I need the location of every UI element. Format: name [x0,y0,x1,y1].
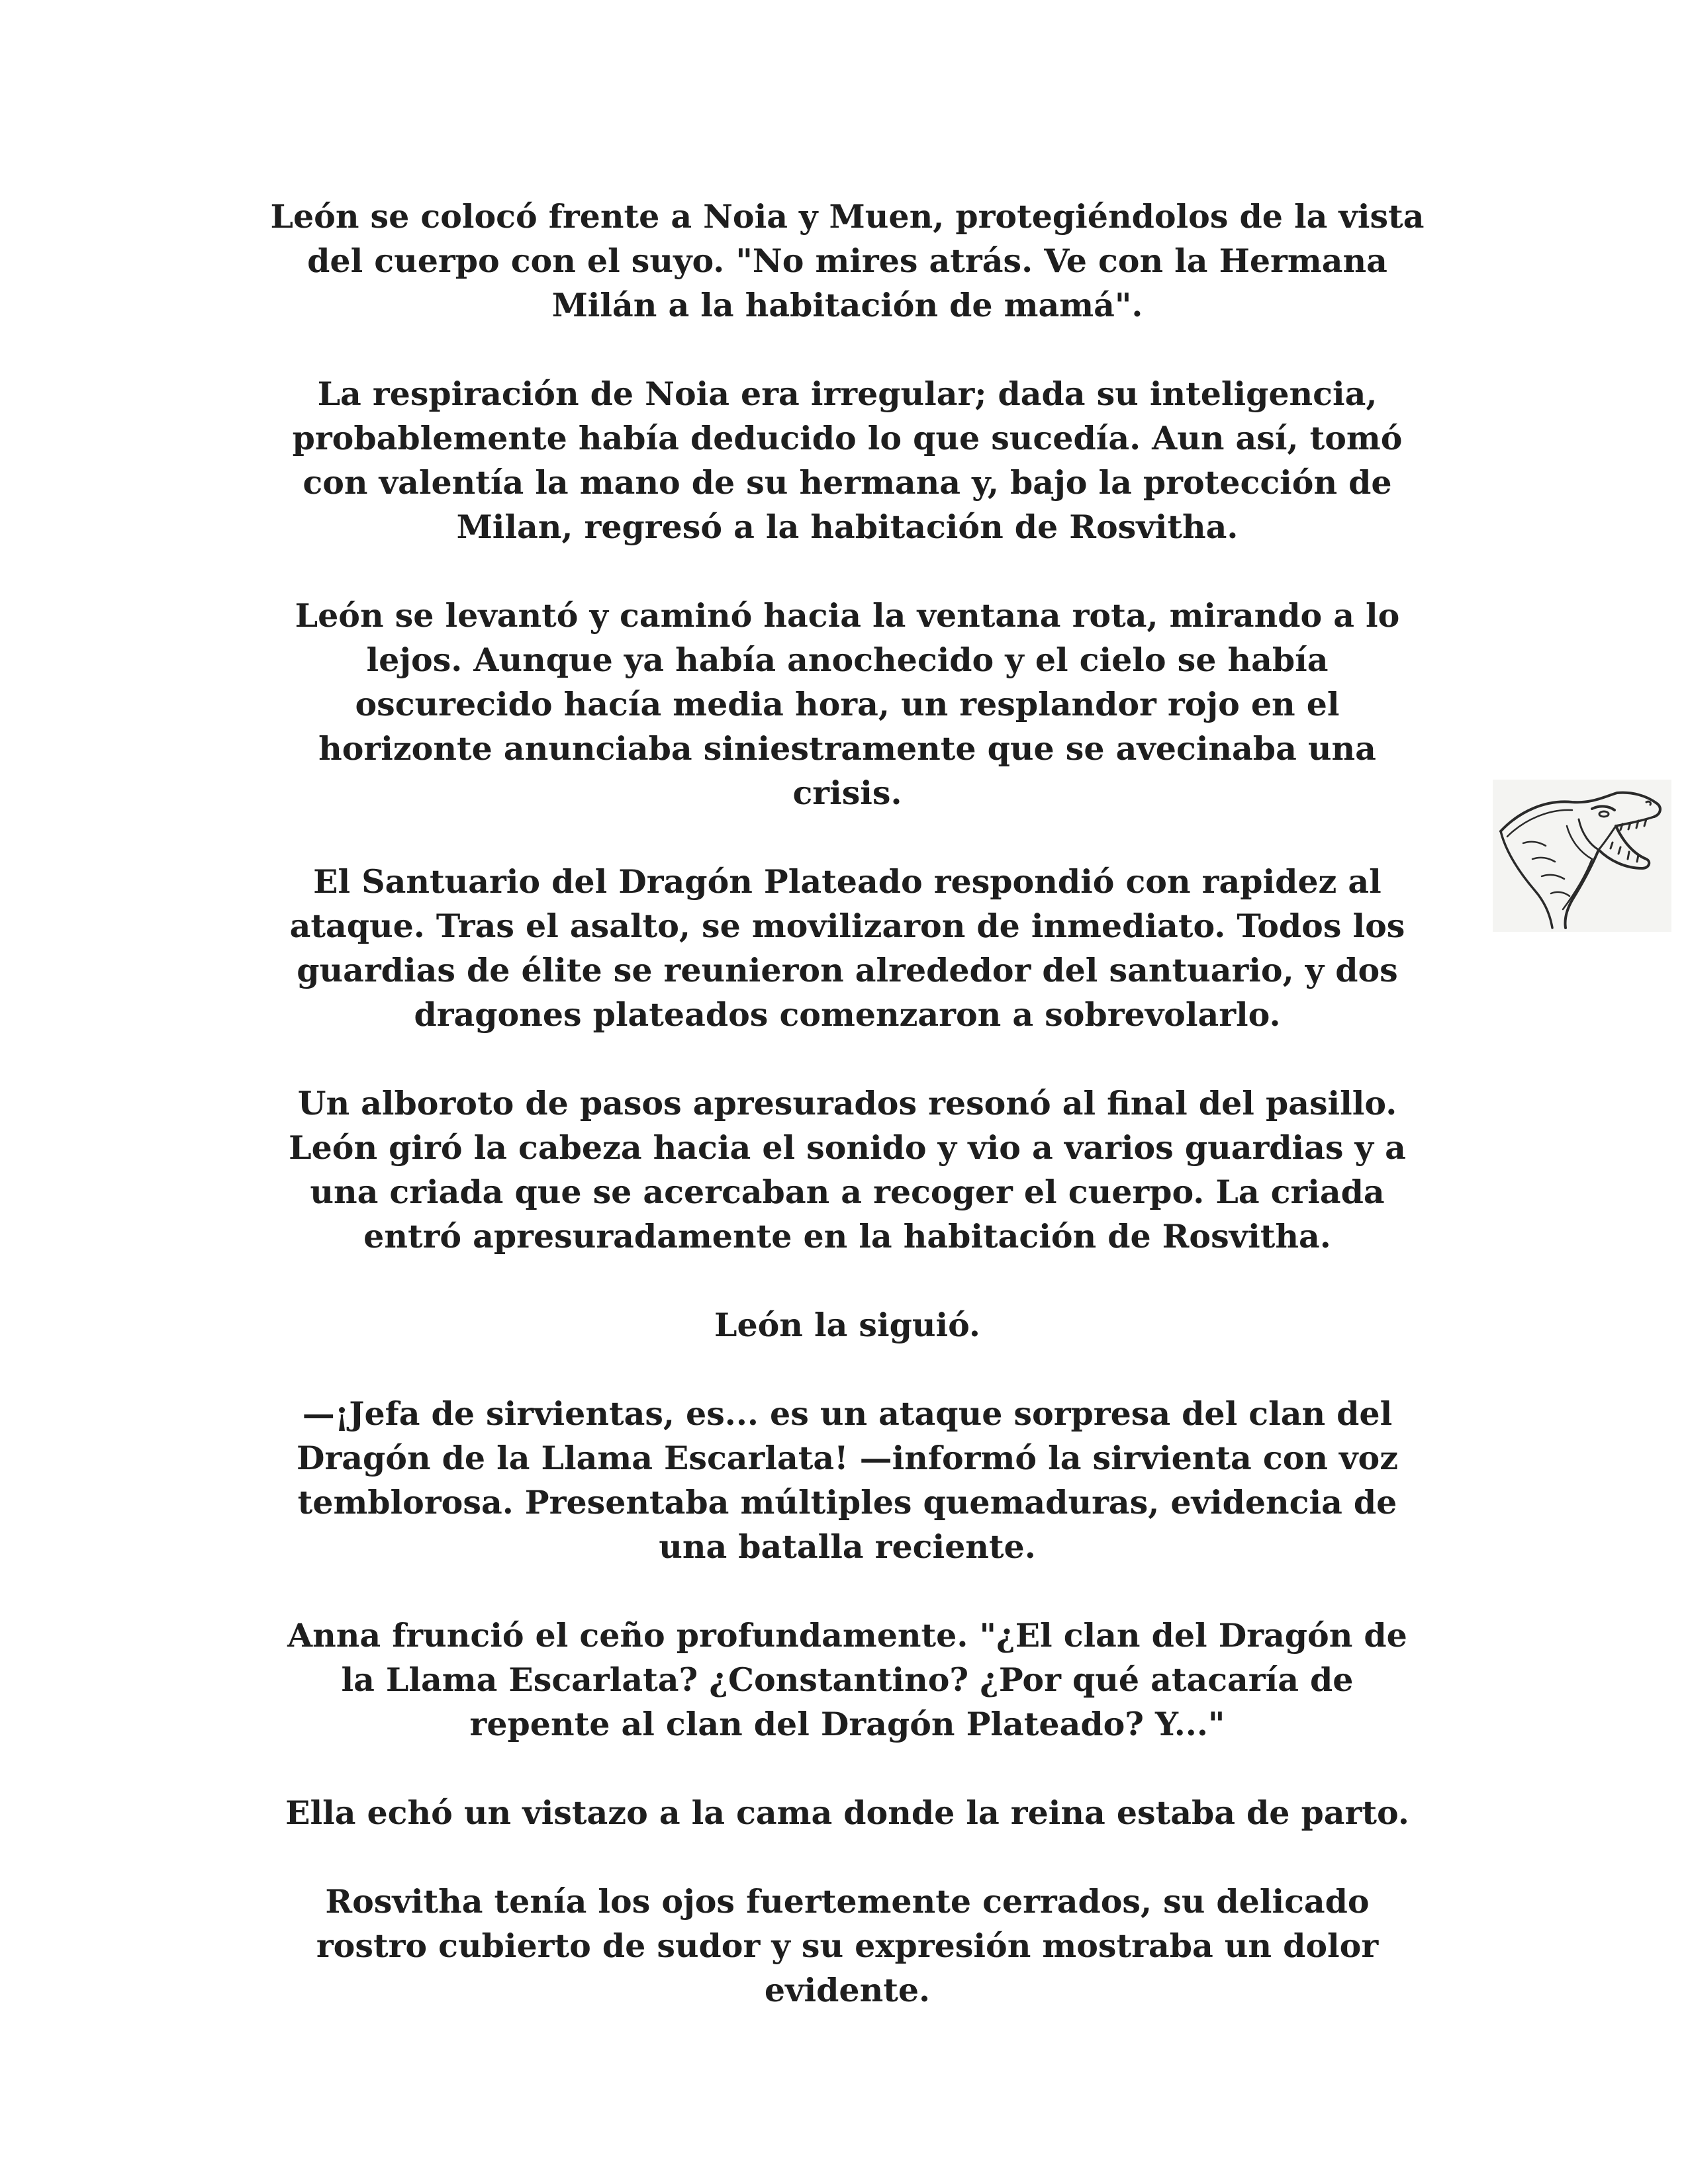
text-line: con valentía la mano de su hermana y, bajo la protección de [303,463,1392,502]
paragraph-2 [225,372,1470,549]
text-line: Milan, regresó a la habitación de Rosvitha. [456,508,1239,546]
text-line: León se colocó frente a Noia y Muen, protegiéndolos de la vista [270,197,1425,236]
text-line: León la siguió. [714,1306,980,1344]
text-line: crisis. [792,774,902,812]
paragraph-9 [225,1791,1470,1835]
text-line: Ella echó un vistazo a la cama donde la reina estaba de parto. [285,1794,1409,1832]
text-line: El Santuario del Dragón Plateado respondió con rapidez al [313,862,1382,901]
text-line: Dragón de la Llama Escarlata! —informó la sirvienta con voz [296,1439,1399,1477]
paragraph-3 [225,594,1470,815]
text-line: Rosvitha tenía los ojos fuertemente cerrados, su delicado [325,1882,1370,1921]
text-line: lejos. Aunque ya había anochecido y el cielo se había [366,641,1329,679]
text-line: León se levantó y caminó hacia la ventana rota, mirando a lo [295,596,1400,635]
text-line: Un alboroto de pasos apresurados resonó al final del pasillo. [297,1084,1397,1122]
text-line: guardias de élite se reunieron alrededor del santuario, y dos [297,951,1398,989]
text-line: probablemente había deducido lo que sucedía. Aun así, tomó [292,419,1403,457]
text-line: oscurecido hacía media hora, un resplandor rojo en el [355,685,1340,723]
dragon-head-sketch-icon [1493,780,1671,932]
text-line: evidente. [764,1971,931,2009]
story-text [225,195,1470,2013]
dragon-watermark [1493,780,1671,932]
text-line: dragones plateados comenzaron a sobrevolarlo. [414,995,1281,1034]
paragraph-1 [225,195,1470,328]
text-line: rostro cubierto de sudor y su expresión mostraba un dolor [316,1927,1379,1965]
text-line: León giró la cabeza hacia el sonido y vio a varios guardias y a [289,1128,1406,1167]
text-line: entró apresuradamente en la habitación de Rosvitha. [363,1217,1331,1255]
text-line: una batalla reciente. [659,1527,1036,1566]
text-line: La respiración de Noia era irregular; dada su inteligencia, [317,375,1378,413]
text-line: del cuerpo con el suyo. "No mires atrás. Ve con la Hermana [307,242,1387,280]
paragraph-4 [225,860,1470,1037]
text-line: Anna frunció el ceño profundamente. "¿El clan del Dragón de [287,1616,1407,1655]
paragraph-8 [225,1614,1470,1747]
text-line: horizonte anunciaba siniestramente que se avecinaba una [318,729,1376,768]
text-line: temblorosa. Presentaba múltiples quemaduras, evidencia de [297,1483,1397,1522]
text-line: Milán a la habitación de mamá". [551,286,1143,324]
text-line: la Llama Escarlata? ¿Constantino? ¿Por qué atacaría de [341,1661,1354,1699]
text-line: repente al clan del Dragón Plateado? Y..." [469,1705,1225,1743]
text-line: ataque. Tras el asalto, se movilizaron de inmediato. Todos los [289,907,1405,945]
paragraph-5 [225,1081,1470,1259]
text-line: —¡Jefa de sirvientas, es... es un ataque sorpresa del clan del [302,1394,1393,1433]
paragraph-7 [225,1392,1470,1569]
paragraph-10 [225,1880,1470,2013]
text-line: una criada que se acercaban a recoger el cuerpo. La criada [310,1173,1385,1211]
paragraph-6 [225,1303,1470,1347]
